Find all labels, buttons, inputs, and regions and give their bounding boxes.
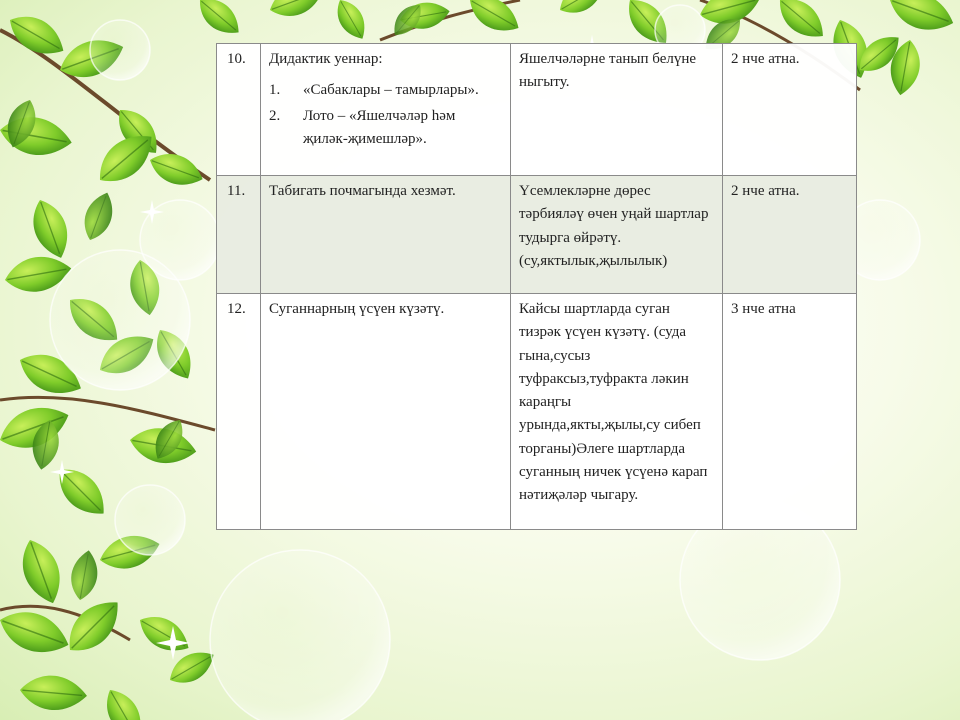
activity-cell: Табигать почмагында хезмәт. — [261, 176, 511, 294]
time-cell: 3 нче атна — [723, 294, 857, 530]
table-row — [217, 294, 857, 530]
list-item-number: 1. — [269, 82, 281, 99]
list-item-text: Лото – «Яшелчәләр һәм җиләк-җимешләр». — [303, 107, 456, 147]
game-list — [269, 79, 502, 151]
row-number: 10. — [217, 44, 261, 176]
activity-title: Дидактик уеннар: — [269, 51, 383, 67]
table-row — [217, 176, 857, 294]
plan-table — [216, 43, 857, 530]
activity-cell: Суганнарның үсүен күзәтү. — [261, 294, 511, 530]
activity-cell — [261, 44, 511, 176]
plan-table-container — [216, 43, 856, 530]
list-item-number: 2. — [269, 107, 281, 124]
goal-cell: Яшелчәләрне танып белүне ныгыту. — [511, 44, 723, 176]
list-item — [269, 79, 502, 102]
table-row — [217, 44, 857, 176]
goal-cell: Кайсы шартларда суган тизрәк үсүен күзәтү. (суда гына,сусыз туфраксыз,туфракта ләкин караңгы урында,якты,җылы,су сибеп торганы)Әлеге шартларда суганның ничек үсүенә карап нәтиҗәләр чыгару. — [511, 294, 723, 530]
list-item-text: «Сабаклары – тамырлары». — [303, 82, 479, 99]
time-cell: 2 нче атна. — [723, 176, 857, 294]
goal-cell: Үсемлекләрне дөрес тәрбияләү өчен уңай шартлар тудырга өйрәтү. (су,яктылык,җылылык) — [511, 176, 723, 294]
list-item — [269, 105, 502, 152]
row-number: 12. — [217, 294, 261, 530]
row-number: 11. — [217, 176, 261, 294]
time-cell: 2 нче атна. — [723, 44, 857, 176]
